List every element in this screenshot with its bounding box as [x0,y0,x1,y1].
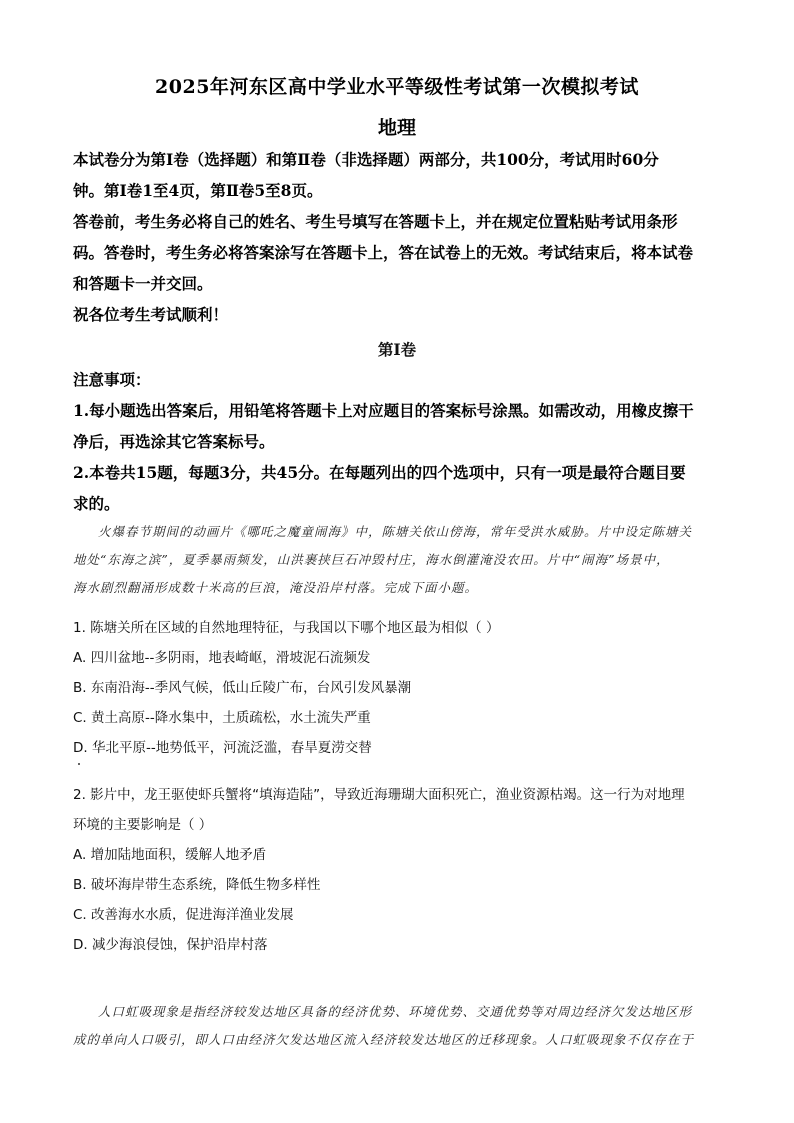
note-line: 1.每小题选出答案后，用铅笔将答题卡上对应题目的答案标号涂黑。如需改动，用橡皮擦干 [73,401,694,420]
exam-title: 2025年河东区高中学业水平等级性考试第一次模拟考试 [155,76,639,98]
subject-title: 地理 [377,117,416,139]
passage-line: 成的单向人口吸引，即人口由经济欠发达地区流入经济较发达地区的迁移现象。人口虹吸现象不仅存在于 [73,1032,695,1047]
exam-instructions [73,144,723,330]
instruction-line: 码。答卷时，考生务必将答案涂写在答题卡上，答在试卷上的无效。考试结束后，将本试卷 [73,243,694,262]
instruction-line: 钟。第Ⅰ卷1至4页，第Ⅱ卷5至8页。 [73,181,323,200]
section-title: 第Ⅰ卷 [377,340,417,359]
question-2 [73,780,723,960]
option-c: C. 改善海水水质，促进海洋渔业发展 [73,907,294,923]
option-c: C. 黄土高原--降水集中，土质疏松，水土流失严重 [73,710,371,726]
good-luck-line: 祝各位考生考试顺利！ [73,305,229,324]
question-1 [73,613,723,763]
option-d: D. 华北平原--地势低平，河流泛滥，春旱夏涝交替 [73,740,372,756]
reading-passage-2 [73,998,733,1054]
passage-line: 人口虹吸现象是指经济较发达地区具备的经济优势、环境优势、交通优势等对周边经济欠发达地区形 [98,1004,693,1019]
note-line: 求的。 [73,494,120,513]
passage-line: 火爆春节期间的动画片《哪吒之魔童闹海》中，陈塘关依山傍海，常年受洪水威胁。片中设定陈塘关 [98,524,693,539]
option-a: A. 增加陆地面积，缓解人地矛盾 [73,847,267,863]
option-d: D. 减少海浪侵蚀，保护沿岸村落 [73,937,268,953]
reading-passage-1 [73,518,733,602]
notes-block [73,364,723,519]
option-a: A. 四川盆地--多阴雨，地表崎岖，滑坡泥石流频发 [73,650,371,666]
question-stem: 2. 影片中，龙王驱使虾兵蟹将“填海造陆”，导致近海珊瑚大面积死亡，渔业资源枯竭。这一行为对地理 [73,787,685,803]
notes-heading: 注意事项： [73,370,151,389]
passage-line: 地处“东海之滨”，夏季暴雨频发，山洪裹挟巨石冲毁村庄，海水倒灌淹没农田。片中“闹海”场景中， [73,552,670,567]
option-b: B. 东南沿海--季风气候，低山丘陵广布，台风引发风暴潮 [73,680,412,696]
passage-line: 海水剧烈翻涌形成数十米高的巨浪，淹没沿岸村落。完成下面小题。 [73,580,479,595]
question-stem: 1. 陈塘关所在区域的自然地理特征，与我国以下哪个地区最为相似（ ） [73,620,500,636]
note-line: 2.本卷共15题，每题3分，共45分。在每题列出的四个选项中，只有一项是最符合题目要 [73,463,686,482]
question-stem: 环境的主要影响是（ ） [73,817,213,833]
instruction-line: 和答题卡一并交回。 [73,274,213,293]
instruction-line: 答卷前，考生务必将自己的姓名、考生号填写在答题卡上，并在规定位置粘贴考试用条形 [73,212,678,231]
option-b: B. 破坏海岸带生态系统，降低生物多样性 [73,877,321,893]
instruction-line: 本试卷分为第Ⅰ卷（选择题）和第Ⅱ卷（非选择题）两部分，共100分，考试用时60分 [73,150,659,169]
note-line: 净后，再选涂其它答案标号。 [73,432,275,451]
stray-dot [78,763,80,765]
